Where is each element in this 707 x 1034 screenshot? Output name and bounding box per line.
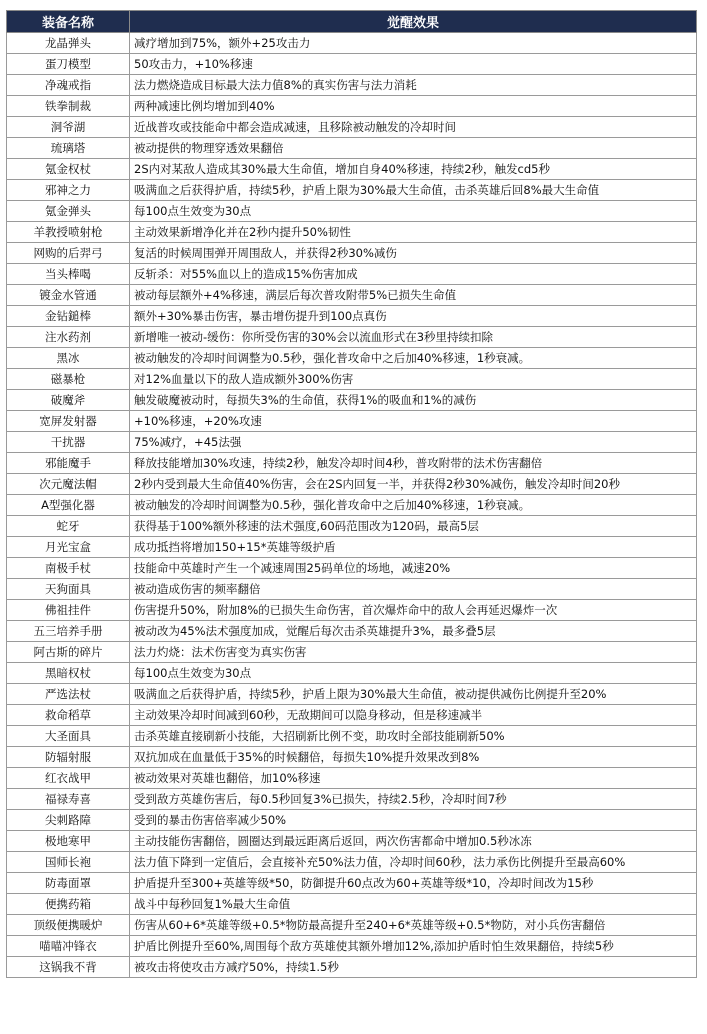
awakening-effect-cell: 击杀英雄直接刷新小技能，大招刷新比例不变，助攻时全部技能刷新50% <box>130 726 697 747</box>
table-row <box>7 852 697 873</box>
equipment-name-cell: 羊教授喷射枪 <box>7 222 130 243</box>
table-row <box>7 96 697 117</box>
awakening-effect-cell: 被动触发的冷却时间调整为0.5秒，强化普攻命中之后加40%移速，1秒衰减。 <box>130 495 697 516</box>
table-row <box>7 831 697 852</box>
awakening-effect-cell: 75%减疗，+45法强 <box>130 432 697 453</box>
awakening-effect-cell: 被攻击将使攻击方减疗50%，持续1.5秒 <box>130 957 697 978</box>
equipment-name-cell: 五三培养手册 <box>7 621 130 642</box>
equipment-name-cell: 氪金弹头 <box>7 201 130 222</box>
table-row <box>7 243 697 264</box>
table-row <box>7 579 697 600</box>
awakening-effect-cell: 获得基于100%额外移速的法术强度,60码范围改为120码，最高5层 <box>130 516 697 537</box>
equipment-name-cell: 月光宝盒 <box>7 537 130 558</box>
awakening-effect-cell: 被动每层额外+4%移速，满层后每次普攻附带5%已损失生命值 <box>130 285 697 306</box>
table-row <box>7 264 697 285</box>
table-row <box>7 600 697 621</box>
awakening-effect-cell: 减疗增加到75%，额外+25攻击力 <box>130 33 697 54</box>
table-row <box>7 894 697 915</box>
table-row <box>7 663 697 684</box>
awakening-effect-cell: 被动造成伤害的频率翻倍 <box>130 579 697 600</box>
awakening-effect-cell: 对12%血量以下的敌人造成额外300%伤害 <box>130 369 697 390</box>
table-row <box>7 327 697 348</box>
equipment-name-cell: 当头棒喝 <box>7 264 130 285</box>
awakening-effect-cell: 反斩杀：对55%血以上的造成15%伤害加成 <box>130 264 697 285</box>
awakening-effect-cell: 护盾提升至300+英雄等级*50，防御提升60点改为60+英雄等级*10，冷却时间改为15秒 <box>130 873 697 894</box>
equipment-name-cell: 干扰器 <box>7 432 130 453</box>
equipment-name-cell: 网购的后羿弓 <box>7 243 130 264</box>
table-body <box>7 33 697 978</box>
awakening-effect-cell: 技能命中英雄时产生一个减速周围25码单位的场地，减速20% <box>130 558 697 579</box>
awakening-effect-cell: 吸满血之后获得护盾，持续5秒，护盾上限为30%最大生命值，击杀英雄后回8%最大生命值 <box>130 180 697 201</box>
equipment-name-cell: 极地寒甲 <box>7 831 130 852</box>
awakening-effect-cell: 法力值下降到一定值后，会直接补充50%法力值，冷却时间60秒，法力承伤比例提升至最高60% <box>130 852 697 873</box>
equipment-name-cell: 洞爷湖 <box>7 117 130 138</box>
table-row <box>7 180 697 201</box>
equipment-name-cell: 邪能魔手 <box>7 453 130 474</box>
table-row <box>7 138 697 159</box>
table-row <box>7 117 697 138</box>
table-row <box>7 306 697 327</box>
equipment-name-cell: 破魔斧 <box>7 390 130 411</box>
equipment-awakening-table-container <box>6 10 696 978</box>
equipment-name-cell: 防辐射服 <box>7 747 130 768</box>
table-row <box>7 642 697 663</box>
awakening-effect-cell: 主动效果冷却时间减到60秒，无敌期间可以隐身移动，但是移速减半 <box>130 705 697 726</box>
equipment-name-cell: 蛋刀模型 <box>7 54 130 75</box>
equipment-name-cell: 福禄寿喜 <box>7 789 130 810</box>
equipment-name-cell: 龙晶弹头 <box>7 33 130 54</box>
equipment-name-cell: 顶级便携暖炉 <box>7 915 130 936</box>
table-row <box>7 936 697 957</box>
awakening-effect-cell: 50攻击力，+10%移速 <box>130 54 697 75</box>
equipment-name-cell: 便携药箱 <box>7 894 130 915</box>
table-row <box>7 33 697 54</box>
equipment-name-cell: 南极手杖 <box>7 558 130 579</box>
table-row <box>7 54 697 75</box>
awakening-effect-cell: 吸满血之后获得护盾，持续5秒，护盾上限为30%最大生命值，被动提供减伤比例提升至20% <box>130 684 697 705</box>
equipment-name-cell: 严选法杖 <box>7 684 130 705</box>
awakening-effect-cell: 近战普攻或技能命中都会造成减速，且移除被动触发的冷却时间 <box>130 117 697 138</box>
table-row <box>7 75 697 96</box>
equipment-name-cell: 琉璃塔 <box>7 138 130 159</box>
awakening-effect-cell: 2秒内受到最大生命值40%伤害，会在2S内回复一半，并获得2秒30%减伤，触发冷却时间20秒 <box>130 474 697 495</box>
equipment-name-cell: 大圣面具 <box>7 726 130 747</box>
table-row <box>7 768 697 789</box>
awakening-effect-cell: +10%移速，+20%攻速 <box>130 411 697 432</box>
awakening-effect-cell: 主动技能伤害翻倍，圆圈达到最远距离后返回，两次伤害都命中增加0.5秒冰冻 <box>130 831 697 852</box>
equipment-name-cell: 次元魔法帽 <box>7 474 130 495</box>
equipment-name-cell: 宽屏发射器 <box>7 411 130 432</box>
table-row <box>7 201 697 222</box>
equipment-name-cell: 注水药剂 <box>7 327 130 348</box>
column-header-awakening-effect: 觉醒效果 <box>130 11 697 33</box>
awakening-effect-cell: 护盾比例提升至60%,周围每个敌方英雄使其额外增加12%,添加护盾时怕生效果翻倍，持续5秒 <box>130 936 697 957</box>
awakening-effect-cell: 受到敌方英雄伤害后，每0.5秒回复3%已损失，持续2.5秒，冷却时间7秒 <box>130 789 697 810</box>
awakening-effect-cell: 伤害提升50%，附加8%的已损失生命伤害，首次爆炸命中的敌人会再延迟爆炸一次 <box>130 600 697 621</box>
table-row <box>7 789 697 810</box>
awakening-effect-cell: 战斗中每秒回复1%最大生命值 <box>130 894 697 915</box>
table-row <box>7 558 697 579</box>
column-header-equipment-name: 装备名称 <box>7 11 130 33</box>
awakening-effect-cell: 额外+30%暴击伤害，暴击增伤提升到100点真伤 <box>130 306 697 327</box>
equipment-name-cell: 阿古斯的碎片 <box>7 642 130 663</box>
table-row <box>7 369 697 390</box>
table-row <box>7 390 697 411</box>
table-row <box>7 495 697 516</box>
awakening-effect-cell: 每100点生效变为30点 <box>130 663 697 684</box>
table-row <box>7 747 697 768</box>
table-row <box>7 159 697 180</box>
table-header-row <box>7 11 697 33</box>
table-row <box>7 915 697 936</box>
equipment-name-cell: 蛇牙 <box>7 516 130 537</box>
awakening-effect-cell: 双抗加成在血量低于35%的时候翻倍，每损失10%提升效果改到8% <box>130 747 697 768</box>
awakening-effect-cell: 被动提供的物理穿透效果翻倍 <box>130 138 697 159</box>
equipment-name-cell: 佛祖挂件 <box>7 600 130 621</box>
awakening-effect-cell: 触发破魔被动时，每损失3%的生命值，获得1%的吸血和1%的减伤 <box>130 390 697 411</box>
equipment-name-cell: 天狗面具 <box>7 579 130 600</box>
table-row <box>7 411 697 432</box>
awakening-effect-cell: 复活的时候周围弹开周围敌人，并获得2秒30%减伤 <box>130 243 697 264</box>
equipment-name-cell: 金钻鎚棒 <box>7 306 130 327</box>
table-row <box>7 726 697 747</box>
equipment-name-cell: 红衣战甲 <box>7 768 130 789</box>
table-row <box>7 453 697 474</box>
awakening-effect-cell: 释放技能增加30%攻速，持续2秒，触发冷却时间4秒，普攻附带的法术伤害翻倍 <box>130 453 697 474</box>
awakening-effect-cell: 新增唯一被动-缓伤：你所受伤害的30%会以流血形式在3秒里持续扣除 <box>130 327 697 348</box>
awakening-effect-cell: 被动触发的冷却时间调整为0.5秒，强化普攻命中之后加40%移速，1秒衰减。 <box>130 348 697 369</box>
awakening-effect-cell: 被动改为45%法术强度加成，觉醒后每次击杀英雄提升3%，最多叠5层 <box>130 621 697 642</box>
equipment-name-cell: 喵喵冲锋衣 <box>7 936 130 957</box>
table-row <box>7 537 697 558</box>
table-row <box>7 222 697 243</box>
awakening-effect-cell: 受到的暴击伤害倍率减少50% <box>130 810 697 831</box>
equipment-name-cell: 铁拳制裁 <box>7 96 130 117</box>
table-row <box>7 705 697 726</box>
equipment-name-cell: 这锅我不背 <box>7 957 130 978</box>
table-row <box>7 957 697 978</box>
equipment-name-cell: 邪神之力 <box>7 180 130 201</box>
table-row <box>7 432 697 453</box>
table-row <box>7 285 697 306</box>
table-row <box>7 810 697 831</box>
equipment-name-cell: 氪金权杖 <box>7 159 130 180</box>
table-row <box>7 348 697 369</box>
awakening-effect-cell: 法力燃烧造成目标最大法力值8%的真实伤害与法力消耗 <box>130 75 697 96</box>
table-row <box>7 474 697 495</box>
equipment-name-cell: 黑暗权杖 <box>7 663 130 684</box>
equipment-name-cell: 镀金水管通 <box>7 285 130 306</box>
table-row <box>7 621 697 642</box>
equipment-name-cell: 黑冰 <box>7 348 130 369</box>
awakening-effect-cell: 成功抵挡将增加150+15*英雄等级护盾 <box>130 537 697 558</box>
equipment-name-cell: 磁暴枪 <box>7 369 130 390</box>
awakening-effect-cell: 2S内对某敌人造成其30%最大生命值，增加自身40%移速，持续2秒，触发cd5秒 <box>130 159 697 180</box>
equipment-name-cell: 防毒面罩 <box>7 873 130 894</box>
table-row <box>7 516 697 537</box>
awakening-effect-cell: 主动效果新增净化并在2秒内提升50%韧性 <box>130 222 697 243</box>
table-row <box>7 684 697 705</box>
equipment-name-cell: 尖刺路障 <box>7 810 130 831</box>
equipment-name-cell: A型强化器 <box>7 495 130 516</box>
equipment-name-cell: 净魂戒指 <box>7 75 130 96</box>
awakening-effect-cell: 法力灼烧：法术伤害变为真实伤害 <box>130 642 697 663</box>
table-row <box>7 873 697 894</box>
awakening-effect-cell: 被动效果对英雄也翻倍，加10%移速 <box>130 768 697 789</box>
equipment-name-cell: 国师长袍 <box>7 852 130 873</box>
equipment-name-cell: 救命稻草 <box>7 705 130 726</box>
awakening-effect-cell: 每100点生效变为30点 <box>130 201 697 222</box>
awakening-effect-cell: 伤害从60+6*英雄等级+0.5*物防最高提升至240+6*英雄等级+0.5*物防，对小兵伤害翻倍 <box>130 915 697 936</box>
awakening-effect-cell: 两种减速比例均增加到40% <box>130 96 697 117</box>
equipment-awakening-table <box>6 10 697 978</box>
